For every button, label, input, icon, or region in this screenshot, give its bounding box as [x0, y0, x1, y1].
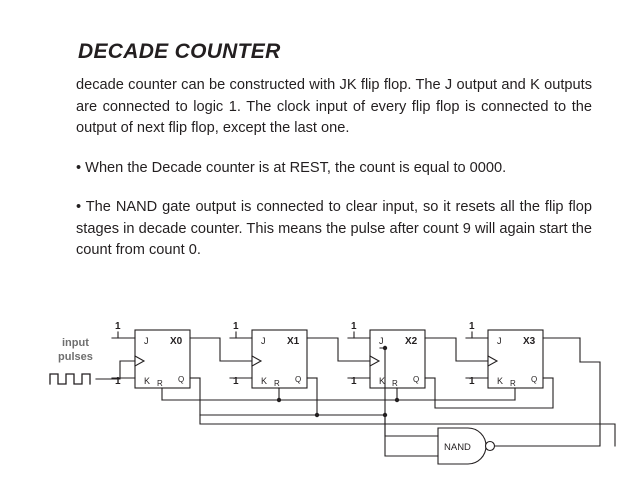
slide-body — [76, 75, 592, 262]
ff1-j-label: J — [144, 336, 149, 346]
ff1-q-label: X0 — [170, 336, 183, 347]
ff2-bottom-one: 1 — [233, 376, 239, 387]
paragraph-1: decade counter can be constructed with JK flip flop. The J output and K outputs are connected to logic 1. The clock input of every flip flop is connected to the output of next flip flop, except the last one. — [76, 77, 592, 136]
ff3-r-label: R — [392, 379, 398, 388]
ff1-r-label: R — [157, 379, 163, 388]
ff2-j-label: J — [261, 336, 266, 346]
ff4-qbar-label: Q — [531, 375, 538, 384]
ff3-q-label: X2 — [405, 336, 418, 347]
ff2-k-label: K — [261, 376, 268, 386]
ff2-qbar-label: Q — [295, 375, 302, 384]
junction-dot — [395, 398, 399, 402]
page-title: DECADE COUNTER — [78, 40, 281, 63]
ff4-bottom-one: 1 — [469, 376, 475, 387]
decade-counter-diagram — [40, 312, 620, 472]
ff3-k-label: K — [379, 376, 386, 386]
paragraph-2: • When the Decade counter is at REST, the count is equal to 0000. — [76, 159, 507, 176]
ff1-qbar-label: Q — [178, 375, 185, 384]
junction-dot — [383, 346, 387, 350]
ff4-r-label: R — [510, 379, 516, 388]
flipflop-2 — [230, 330, 330, 400]
ff3-bottom-one: 1 — [351, 376, 357, 387]
ff4-top-one: 1 — [469, 321, 475, 332]
input-waveform — [50, 374, 90, 384]
nand-gate-label: NAND — [444, 442, 471, 453]
flipflop-1 — [112, 330, 212, 400]
flipflop-3 — [348, 330, 448, 400]
input-label-line1: input — [62, 337, 89, 349]
wire-ff2q-to-ff3-clock — [330, 338, 370, 361]
ff4-q-label: X3 — [523, 336, 536, 347]
ff2-r-label: R — [274, 379, 280, 388]
ff1-top-one: 1 — [115, 321, 121, 332]
wire-return-bus — [200, 415, 615, 446]
junction-dot — [383, 413, 387, 417]
wire-ff3q-to-ff4-clock — [448, 338, 488, 361]
input-label-line2: pulses — [58, 351, 93, 363]
ff3-j-label: J — [379, 336, 384, 346]
paragraph-3: • The NAND gate output is connected to clear input, so it resets all the flip flop stages in decade counter. This means the pulse after count 9 will again start the count from count 0. — [76, 199, 592, 258]
ff2-top-one: 1 — [233, 321, 239, 332]
ff1-bottom-one: 1 — [115, 376, 121, 387]
ff3-qbar-label: Q — [413, 375, 420, 384]
ff4-k-label: K — [497, 376, 504, 386]
ff4-j-label: J — [497, 336, 502, 346]
junction-dot — [315, 413, 319, 417]
ff2-q-label: X1 — [287, 336, 300, 347]
ff3-top-one: 1 — [351, 321, 357, 332]
junction-dot — [277, 398, 281, 402]
ff1-k-label: K — [144, 376, 151, 386]
wire-ff1q-to-ff2-clock — [212, 338, 252, 361]
